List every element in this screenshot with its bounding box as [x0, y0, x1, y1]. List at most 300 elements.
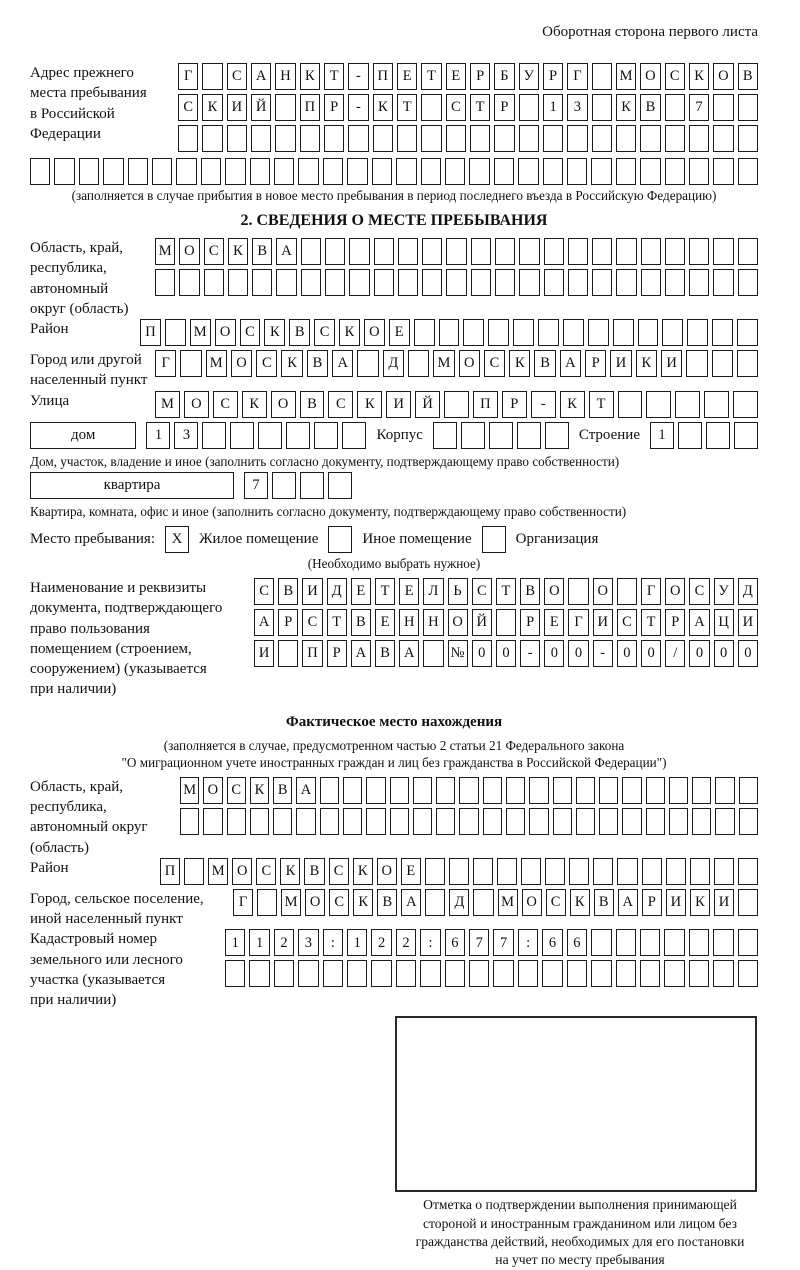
char-cell[interactable] — [421, 125, 441, 152]
char-cell[interactable] — [538, 319, 559, 346]
char-cell[interactable]: 7 — [493, 929, 513, 956]
char-cell[interactable] — [296, 808, 315, 835]
char-cell[interactable] — [592, 63, 612, 90]
char-cell[interactable] — [483, 808, 502, 835]
char-cell[interactable]: Й — [251, 94, 271, 121]
char-cell[interactable]: Е — [401, 858, 421, 885]
char-cell[interactable] — [203, 808, 222, 835]
char-cell[interactable]: К — [570, 889, 590, 916]
char-cell[interactable] — [518, 960, 538, 987]
char-cell[interactable]: В — [738, 63, 758, 90]
char-cell[interactable]: 6 — [567, 929, 587, 956]
char-cell[interactable] — [737, 319, 758, 346]
char-cell[interactable]: К — [560, 391, 585, 418]
char-cell[interactable] — [250, 808, 269, 835]
char-cell[interactable] — [251, 125, 271, 152]
char-cell[interactable] — [513, 319, 534, 346]
char-cell[interactable]: Т — [421, 63, 441, 90]
char-cell[interactable]: П — [302, 640, 322, 667]
char-cell[interactable] — [489, 422, 513, 449]
char-cell[interactable] — [563, 319, 584, 346]
char-cell[interactable] — [202, 125, 222, 152]
char-cell[interactable] — [349, 238, 369, 265]
char-cell[interactable]: 2 — [274, 929, 294, 956]
char-cell[interactable]: Б — [494, 63, 514, 90]
char-cell[interactable] — [446, 238, 466, 265]
char-cell[interactable] — [469, 960, 489, 987]
char-cell[interactable] — [733, 391, 758, 418]
char-cell[interactable]: К — [281, 350, 302, 377]
char-cell[interactable] — [506, 777, 525, 804]
char-cell[interactable]: Д — [449, 889, 469, 916]
char-cell[interactable] — [689, 960, 709, 987]
char-cell[interactable] — [446, 125, 466, 152]
char-cell[interactable]: О — [522, 889, 542, 916]
char-cell[interactable] — [273, 808, 292, 835]
char-cell[interactable] — [493, 960, 513, 987]
char-cell[interactable]: К — [357, 391, 382, 418]
char-cell[interactable] — [640, 960, 660, 987]
char-cell[interactable]: 6 — [542, 929, 562, 956]
char-cell[interactable]: К — [264, 319, 285, 346]
char-cell[interactable]: О — [448, 609, 468, 636]
char-cell[interactable] — [421, 94, 441, 121]
char-cell[interactable]: - — [531, 391, 556, 418]
char-cell[interactable]: 0 — [641, 640, 661, 667]
char-cell[interactable] — [506, 808, 525, 835]
char-cell[interactable] — [567, 125, 587, 152]
char-cell[interactable] — [398, 269, 418, 296]
char-cell[interactable]: 1 — [543, 94, 563, 121]
char-cell[interactable] — [739, 808, 758, 835]
char-cell[interactable]: Т — [641, 609, 661, 636]
char-cell[interactable]: К — [228, 238, 248, 265]
char-cell[interactable]: 7 — [689, 94, 709, 121]
char-cell[interactable] — [545, 858, 565, 885]
char-cell[interactable]: А — [276, 238, 296, 265]
char-cell[interactable]: К — [373, 94, 393, 121]
char-cell[interactable] — [348, 125, 368, 152]
char-cell[interactable] — [704, 391, 729, 418]
char-cell[interactable] — [298, 158, 318, 185]
char-cell[interactable] — [343, 777, 362, 804]
char-cell[interactable]: Ц — [714, 609, 734, 636]
char-cell[interactable]: А — [332, 350, 353, 377]
char-cell[interactable]: П — [160, 858, 180, 885]
char-cell[interactable]: Р — [327, 640, 347, 667]
char-cell[interactable]: Д — [327, 578, 347, 605]
char-cell[interactable] — [390, 777, 409, 804]
char-cell[interactable] — [641, 269, 661, 296]
char-cell[interactable] — [325, 238, 345, 265]
char-cell[interactable] — [542, 960, 562, 987]
char-cell[interactable] — [178, 125, 198, 152]
char-cell[interactable] — [591, 929, 611, 956]
char-cell[interactable]: И — [593, 609, 613, 636]
char-cell[interactable] — [543, 158, 563, 185]
char-cell[interactable] — [640, 929, 660, 956]
char-cell[interactable]: Н — [399, 609, 419, 636]
char-cell[interactable] — [372, 158, 392, 185]
char-cell[interactable]: У — [714, 578, 734, 605]
char-cell[interactable] — [314, 422, 338, 449]
char-cell[interactable] — [613, 319, 634, 346]
char-cell[interactable]: И — [661, 350, 682, 377]
char-cell[interactable] — [274, 960, 294, 987]
char-cell[interactable] — [737, 350, 758, 377]
char-cell[interactable] — [568, 238, 588, 265]
char-cell[interactable] — [413, 808, 432, 835]
char-cell[interactable] — [591, 158, 611, 185]
char-cell[interactable] — [473, 858, 493, 885]
char-cell[interactable]: С — [328, 391, 353, 418]
char-cell[interactable]: Р — [520, 609, 540, 636]
char-cell[interactable] — [738, 858, 758, 885]
char-cell[interactable]: 7 — [244, 472, 268, 499]
char-cell[interactable]: 1 — [146, 422, 170, 449]
char-cell[interactable] — [713, 269, 733, 296]
char-cell[interactable] — [714, 858, 734, 885]
char-cell[interactable] — [439, 319, 460, 346]
char-cell[interactable] — [495, 238, 515, 265]
char-cell[interactable]: О — [544, 578, 564, 605]
char-cell[interactable] — [497, 858, 517, 885]
char-cell[interactable]: П — [473, 391, 498, 418]
char-cell[interactable]: С — [472, 578, 492, 605]
char-cell[interactable]: С — [484, 350, 505, 377]
char-cell[interactable] — [641, 238, 661, 265]
char-cell[interactable]: М — [190, 319, 211, 346]
char-cell[interactable] — [544, 238, 564, 265]
char-cell[interactable]: С — [256, 858, 276, 885]
char-cell[interactable]: 1 — [249, 929, 269, 956]
char-cell[interactable] — [459, 808, 478, 835]
char-cell[interactable] — [180, 808, 199, 835]
char-cell[interactable] — [371, 960, 391, 987]
char-cell[interactable] — [449, 858, 469, 885]
char-cell[interactable] — [616, 158, 636, 185]
char-cell[interactable]: А — [351, 640, 371, 667]
char-cell[interactable]: К — [353, 858, 373, 885]
char-cell[interactable]: Е — [446, 63, 466, 90]
char-cell[interactable]: Н — [275, 63, 295, 90]
char-cell[interactable]: В — [375, 640, 395, 667]
char-cell[interactable] — [286, 422, 310, 449]
char-cell[interactable] — [678, 422, 702, 449]
char-cell[interactable] — [689, 238, 709, 265]
char-cell[interactable] — [715, 808, 734, 835]
char-cell[interactable] — [176, 158, 196, 185]
char-cell[interactable]: Р — [642, 889, 662, 916]
house-type-box[interactable]: дом — [30, 422, 136, 449]
char-cell[interactable] — [323, 960, 343, 987]
char-cell[interactable]: Т — [327, 609, 347, 636]
char-cell[interactable] — [274, 158, 294, 185]
char-cell[interactable] — [408, 350, 429, 377]
char-cell[interactable] — [713, 125, 733, 152]
char-cell[interactable]: Т — [496, 578, 516, 605]
char-cell[interactable] — [646, 808, 665, 835]
char-cell[interactable]: К — [690, 889, 710, 916]
char-cell[interactable]: В — [304, 858, 324, 885]
char-cell[interactable] — [463, 319, 484, 346]
char-cell[interactable]: А — [618, 889, 638, 916]
char-cell[interactable] — [689, 929, 709, 956]
char-cell[interactable]: 0 — [496, 640, 516, 667]
char-cell[interactable]: О — [179, 238, 199, 265]
char-cell[interactable] — [461, 422, 485, 449]
char-cell[interactable] — [713, 238, 733, 265]
char-cell[interactable] — [249, 960, 269, 987]
char-cell[interactable]: В — [594, 889, 614, 916]
char-cell[interactable] — [616, 929, 636, 956]
char-cell[interactable] — [301, 238, 321, 265]
char-cell[interactable]: Т — [589, 391, 614, 418]
char-cell[interactable] — [529, 808, 548, 835]
char-cell[interactable]: М — [206, 350, 227, 377]
char-cell[interactable]: В — [640, 94, 660, 121]
char-cell[interactable] — [225, 158, 245, 185]
char-cell[interactable] — [433, 422, 457, 449]
char-cell[interactable] — [690, 858, 710, 885]
char-cell[interactable] — [343, 808, 362, 835]
char-cell[interactable]: И — [714, 889, 734, 916]
char-cell[interactable] — [669, 777, 688, 804]
char-cell[interactable]: Д — [383, 350, 404, 377]
char-cell[interactable] — [646, 777, 665, 804]
char-cell[interactable]: 3 — [567, 94, 587, 121]
char-cell[interactable]: С — [329, 858, 349, 885]
char-cell[interactable]: М — [180, 777, 199, 804]
char-cell[interactable]: Т — [375, 578, 395, 605]
char-cell[interactable] — [713, 158, 733, 185]
char-cell[interactable] — [347, 158, 367, 185]
char-cell[interactable] — [517, 422, 541, 449]
char-cell[interactable]: О — [364, 319, 385, 346]
char-cell[interactable] — [128, 158, 148, 185]
char-cell[interactable] — [204, 269, 224, 296]
char-cell[interactable] — [320, 777, 339, 804]
char-cell[interactable]: 1 — [225, 929, 245, 956]
char-cell[interactable] — [738, 269, 758, 296]
char-cell[interactable] — [569, 858, 589, 885]
char-cell[interactable]: О — [305, 889, 325, 916]
char-cell[interactable] — [738, 158, 758, 185]
char-cell[interactable] — [328, 472, 352, 499]
char-cell[interactable] — [396, 960, 416, 987]
char-cell[interactable]: О — [665, 578, 685, 605]
char-cell[interactable] — [275, 125, 295, 152]
char-cell[interactable]: Р — [470, 63, 490, 90]
char-cell[interactable]: О — [377, 858, 397, 885]
char-cell[interactable] — [320, 808, 339, 835]
char-cell[interactable] — [738, 889, 758, 916]
char-cell[interactable]: 6 — [445, 929, 465, 956]
char-cell[interactable] — [446, 269, 466, 296]
char-cell[interactable] — [669, 808, 688, 835]
char-cell[interactable]: С — [314, 319, 335, 346]
char-cell[interactable]: О — [184, 391, 209, 418]
organization-checkbox[interactable] — [482, 526, 506, 553]
char-cell[interactable] — [713, 94, 733, 121]
char-cell[interactable] — [712, 350, 733, 377]
char-cell[interactable] — [300, 472, 324, 499]
char-cell[interactable] — [473, 889, 493, 916]
char-cell[interactable]: П — [300, 94, 320, 121]
char-cell[interactable]: М — [616, 63, 636, 90]
char-cell[interactable] — [567, 960, 587, 987]
char-cell[interactable]: 0 — [714, 640, 734, 667]
char-cell[interactable] — [357, 350, 378, 377]
char-cell[interactable] — [342, 422, 366, 449]
char-cell[interactable] — [545, 422, 569, 449]
char-cell[interactable]: Р — [502, 391, 527, 418]
char-cell[interactable]: № — [448, 640, 468, 667]
char-cell[interactable] — [413, 777, 432, 804]
char-cell[interactable]: С — [665, 63, 685, 90]
char-cell[interactable] — [686, 350, 707, 377]
char-cell[interactable]: А — [689, 609, 709, 636]
char-cell[interactable] — [738, 929, 758, 956]
char-cell[interactable]: С — [329, 889, 349, 916]
char-cell[interactable] — [738, 238, 758, 265]
char-cell[interactable]: И — [386, 391, 411, 418]
char-cell[interactable] — [421, 158, 441, 185]
char-cell[interactable] — [298, 960, 318, 987]
char-cell[interactable] — [425, 889, 445, 916]
char-cell[interactable] — [689, 125, 709, 152]
char-cell[interactable] — [30, 158, 50, 185]
char-cell[interactable] — [675, 391, 700, 418]
char-cell[interactable]: С — [227, 777, 246, 804]
char-cell[interactable] — [567, 158, 587, 185]
char-cell[interactable] — [445, 960, 465, 987]
char-cell[interactable] — [325, 269, 345, 296]
char-cell[interactable] — [706, 422, 730, 449]
char-cell[interactable]: С — [689, 578, 709, 605]
char-cell[interactable] — [179, 269, 199, 296]
char-cell[interactable] — [278, 640, 298, 667]
char-cell[interactable] — [592, 94, 612, 121]
char-cell[interactable]: Р — [324, 94, 344, 121]
char-cell[interactable] — [79, 158, 99, 185]
char-cell[interactable] — [640, 125, 660, 152]
char-cell[interactable] — [713, 929, 733, 956]
char-cell[interactable] — [689, 158, 709, 185]
char-cell[interactable]: В — [377, 889, 397, 916]
char-cell[interactable] — [543, 125, 563, 152]
char-cell[interactable] — [687, 319, 708, 346]
char-cell[interactable] — [496, 609, 516, 636]
char-cell[interactable] — [390, 808, 409, 835]
char-cell[interactable]: К — [280, 858, 300, 885]
char-cell[interactable]: Е — [375, 609, 395, 636]
char-cell[interactable] — [664, 960, 684, 987]
char-cell[interactable]: К — [300, 63, 320, 90]
char-cell[interactable]: С — [240, 319, 261, 346]
char-cell[interactable] — [227, 808, 246, 835]
char-cell[interactable] — [494, 158, 514, 185]
char-cell[interactable] — [201, 158, 221, 185]
char-cell[interactable]: А — [399, 640, 419, 667]
char-cell[interactable] — [483, 777, 502, 804]
char-cell[interactable]: Е — [397, 63, 417, 90]
other-premises-checkbox[interactable] — [328, 526, 352, 553]
char-cell[interactable]: Т — [470, 94, 490, 121]
char-cell[interactable] — [588, 319, 609, 346]
char-cell[interactable]: 1 — [347, 929, 367, 956]
char-cell[interactable]: О — [231, 350, 252, 377]
char-cell[interactable] — [272, 472, 296, 499]
char-cell[interactable]: О — [203, 777, 222, 804]
char-cell[interactable] — [593, 858, 613, 885]
char-cell[interactable]: Л — [423, 578, 443, 605]
char-cell[interactable]: : — [323, 929, 343, 956]
char-cell[interactable] — [300, 125, 320, 152]
char-cell[interactable] — [275, 94, 295, 121]
char-cell[interactable]: Т — [324, 63, 344, 90]
char-cell[interactable]: : — [518, 929, 538, 956]
char-cell[interactable]: Н — [423, 609, 443, 636]
char-cell[interactable]: - — [520, 640, 540, 667]
char-cell[interactable]: В — [307, 350, 328, 377]
char-cell[interactable]: М — [498, 889, 518, 916]
char-cell[interactable]: В — [273, 777, 292, 804]
char-cell[interactable]: И — [302, 578, 322, 605]
char-cell[interactable] — [713, 960, 733, 987]
char-cell[interactable]: 0 — [568, 640, 588, 667]
char-cell[interactable] — [665, 269, 685, 296]
char-cell[interactable] — [665, 238, 685, 265]
char-cell[interactable] — [622, 808, 641, 835]
char-cell[interactable]: В — [252, 238, 272, 265]
char-cell[interactable]: М — [433, 350, 454, 377]
char-cell[interactable]: О — [232, 858, 252, 885]
char-cell[interactable]: Р — [494, 94, 514, 121]
char-cell[interactable] — [599, 777, 618, 804]
char-cell[interactable] — [665, 158, 685, 185]
char-cell[interactable]: В — [520, 578, 540, 605]
char-cell[interactable] — [592, 238, 612, 265]
char-cell[interactable] — [250, 158, 270, 185]
char-cell[interactable] — [459, 777, 478, 804]
char-cell[interactable]: Г — [567, 63, 587, 90]
char-cell[interactable] — [347, 960, 367, 987]
char-cell[interactable]: К — [689, 63, 709, 90]
char-cell[interactable]: М — [155, 391, 180, 418]
char-cell[interactable] — [666, 858, 686, 885]
char-cell[interactable] — [471, 269, 491, 296]
char-cell[interactable] — [436, 777, 455, 804]
char-cell[interactable]: К — [509, 350, 530, 377]
char-cell[interactable]: М — [155, 238, 175, 265]
char-cell[interactable]: Г — [233, 889, 253, 916]
char-cell[interactable] — [471, 238, 491, 265]
char-cell[interactable] — [591, 960, 611, 987]
char-cell[interactable]: Р — [585, 350, 606, 377]
char-cell[interactable] — [646, 391, 671, 418]
char-cell[interactable] — [373, 125, 393, 152]
char-cell[interactable] — [553, 808, 572, 835]
char-cell[interactable] — [276, 269, 296, 296]
char-cell[interactable] — [324, 125, 344, 152]
char-cell[interactable]: С — [617, 609, 637, 636]
char-cell[interactable]: 0 — [544, 640, 564, 667]
char-cell[interactable]: 0 — [689, 640, 709, 667]
char-cell[interactable] — [734, 422, 758, 449]
char-cell[interactable] — [184, 858, 204, 885]
char-cell[interactable] — [576, 808, 595, 835]
